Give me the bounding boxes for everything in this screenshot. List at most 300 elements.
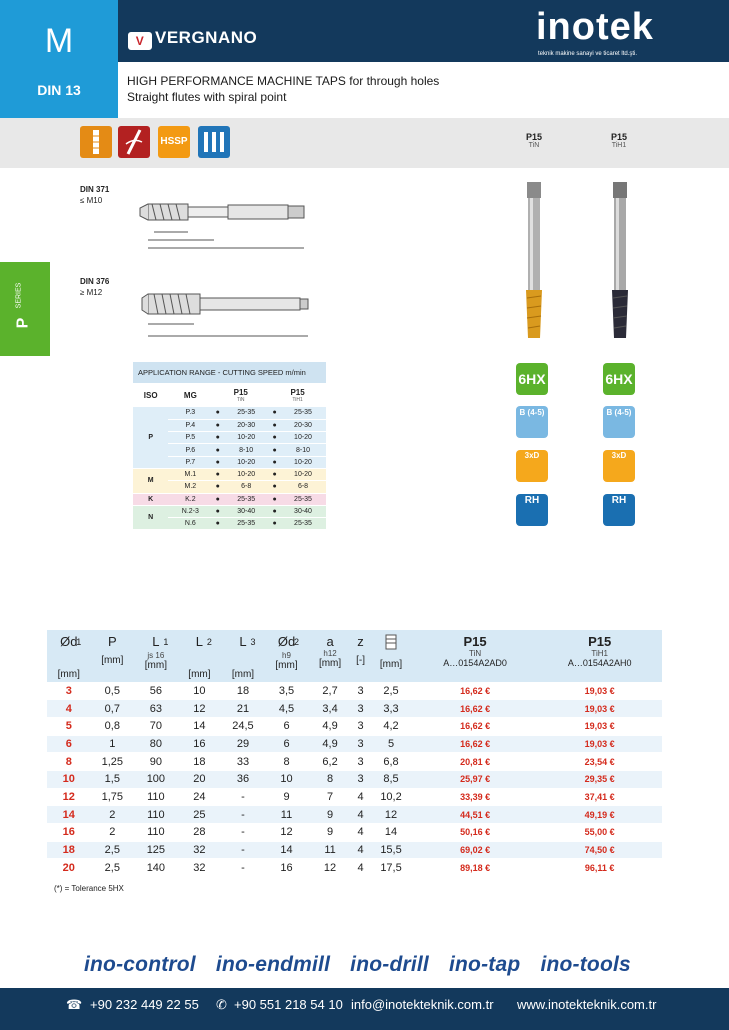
value-cell: 1,75 [91, 788, 135, 806]
col-header-label: L [152, 634, 160, 649]
speed-tin: 10-20 [223, 456, 269, 468]
table-row [47, 717, 662, 735]
material-group: M.2 [168, 481, 212, 493]
tolerance-6hx-icon: 6HX [603, 363, 635, 395]
col-header-spec: h9 [282, 651, 291, 661]
col-header-unit: A…0154A2AH0 [567, 658, 632, 668]
table-row [47, 770, 662, 788]
product-header-tih1 [589, 132, 649, 149]
nominal-diameter: 18 [47, 841, 91, 859]
value-cell: 36 [221, 770, 265, 788]
chamfer-form-icon [603, 406, 635, 438]
inotek-tagline: teknik makine sanayi ve ticaret ltd.şti. [538, 51, 638, 57]
value-cell: 12 [369, 806, 413, 824]
bullet: ● [212, 456, 223, 468]
value-cell: - [221, 841, 265, 859]
col-header-unit: [mm] [379, 659, 403, 670]
din371-name: DIN 371 [80, 185, 110, 194]
speed-tih1: 25-35 [280, 407, 326, 419]
price-cell: 29,35 € [537, 770, 662, 788]
table-row [47, 753, 662, 771]
value-cell: 15,5 [369, 841, 413, 859]
value-cell: 11 [308, 841, 352, 859]
speed-tih1: 25-35 [280, 518, 326, 530]
speed-tih1: 25-35 [280, 493, 326, 505]
value-cell: 18 [221, 682, 265, 700]
price-cell: 49,19 € [537, 806, 662, 824]
product-header-tin [504, 132, 564, 149]
col-header-subscript: 3 [250, 637, 256, 648]
chamfer-form-label: B (4-5) [519, 408, 545, 417]
value-cell: 3 [352, 735, 369, 753]
speed-tih1: 10-20 [280, 432, 326, 444]
nominal-diameter: 20 [47, 859, 91, 877]
bullet: ● [212, 505, 223, 517]
value-cell: 21 [221, 700, 265, 718]
material-group: P.5 [168, 432, 212, 444]
value-cell: 8 [265, 753, 309, 771]
speed-tin: 25-35 [223, 407, 269, 419]
table-row [47, 682, 662, 700]
iso-group: N [133, 505, 168, 530]
price-cell: 16,62 € [413, 682, 538, 700]
value-cell: 3,4 [308, 700, 352, 718]
bullet: ● [212, 481, 223, 493]
value-cell: 70 [134, 717, 178, 735]
value-cell: 17,5 [369, 859, 413, 877]
value-cell: 2,5 [369, 682, 413, 700]
col-header [134, 630, 178, 682]
value-cell: 28 [178, 824, 222, 842]
col-p15-tin [212, 383, 269, 407]
brand-ino-drill[interactable]: ino-drill [350, 953, 429, 976]
din371-drawing [134, 182, 314, 254]
material-group: P.3 [168, 407, 212, 419]
value-cell: 4,2 [369, 717, 413, 735]
nominal-diameter: 4 [47, 700, 91, 718]
price-cell: 16,62 € [413, 700, 538, 718]
app-range-row [133, 407, 326, 419]
application-range-title: APPLICATION RANGE - CUTTING SPEED m/min [133, 362, 326, 383]
col-header-spec: h12 [323, 649, 337, 658]
email-link[interactable]: info@inotekteknik.com.tr [351, 997, 494, 1012]
price-cell: 74,50 € [537, 841, 662, 859]
value-cell: 9 [265, 788, 309, 806]
value-cell: 0,8 [91, 717, 135, 735]
series-letter: M [44, 22, 74, 60]
right-hand-icon [516, 494, 548, 526]
value-cell: 110 [134, 824, 178, 842]
value-cell: 29 [221, 735, 265, 753]
price-cell: 55,00 € [537, 824, 662, 842]
din-standard: DIN 13 [37, 82, 81, 98]
speed-tin: 20-30 [223, 419, 269, 431]
nominal-diameter: 16 [47, 824, 91, 842]
dimension-price-table [47, 630, 662, 877]
chamfer-form-label: B (4-5) [606, 408, 632, 417]
value-cell: 16 [265, 859, 309, 877]
tolerance-6hx-icon: 6HX [516, 363, 548, 395]
bullet: ● [269, 505, 280, 517]
phone-number[interactable]: +90 232 449 22 55 [90, 997, 199, 1012]
app-range-row [133, 505, 326, 517]
value-cell: 10,2 [369, 788, 413, 806]
value-cell: 14 [369, 824, 413, 842]
value-cell: 33 [221, 753, 265, 771]
din376-range: ≥ M12 [80, 288, 103, 297]
value-cell: 100 [134, 770, 178, 788]
speed-tih1: 20-30 [280, 419, 326, 431]
product-coating: TiN [528, 142, 540, 149]
depth-label: 3xD [611, 451, 627, 460]
speed-tih1: 10-20 [280, 468, 326, 480]
tap-icon [80, 126, 112, 158]
value-cell: 7 [308, 788, 352, 806]
din371-label [80, 184, 109, 206]
value-cell: 80 [134, 735, 178, 753]
nominal-diameter: 5 [47, 717, 91, 735]
p-series-tab [0, 262, 50, 356]
material-group: N.6 [168, 518, 212, 530]
din376-drawing [134, 280, 314, 342]
speed-tin: 25-35 [223, 493, 269, 505]
price-cell: 16,62 € [413, 735, 538, 753]
value-cell: 3 [352, 770, 369, 788]
bullet: ● [212, 444, 223, 456]
col-header-label: z [357, 634, 364, 649]
series-badge [0, 0, 118, 118]
phone-icon: ☎ [66, 997, 83, 1012]
value-cell: 20 [178, 770, 222, 788]
bullet: ● [212, 432, 223, 444]
whatsapp-icon: ✆ [216, 997, 227, 1012]
material-group: P.4 [168, 419, 212, 431]
iso-group: K [133, 493, 168, 505]
bullet: ● [269, 468, 280, 480]
depth-3xd-icon [603, 450, 635, 482]
table-row [47, 788, 662, 806]
col-header [265, 630, 309, 682]
col-header [352, 630, 369, 682]
series-tab-word: SERIES [15, 282, 23, 309]
value-cell: 10 [178, 682, 222, 700]
col-header-label: P15 [463, 634, 487, 649]
drill-diameter-icon [369, 634, 413, 653]
nominal-diameter: 3 [47, 682, 91, 700]
price-cell: 20,81 € [413, 753, 538, 771]
col-header [47, 630, 91, 682]
col-header-label: Ød [60, 634, 78, 649]
value-cell: 6,8 [369, 753, 413, 771]
speed-tih1: 8-10 [280, 444, 326, 456]
direction-label: RH [611, 495, 627, 506]
bullet: ● [269, 493, 280, 505]
bullet: ● [212, 518, 223, 530]
value-cell: 2 [91, 806, 135, 824]
col-p15-tih1-coating: TiH1 [292, 396, 303, 403]
value-cell: 4,9 [308, 735, 352, 753]
col-header-unit: [mm] [231, 669, 255, 681]
contact-footer [0, 988, 729, 1030]
value-cell: 1 [91, 735, 135, 753]
material-group: M.1 [168, 468, 212, 480]
col-header-unit: [mm] [318, 658, 342, 669]
value-cell: 25 [178, 806, 222, 824]
value-cell: 12 [178, 700, 222, 718]
tolerance-note: (*) = Tolerance 5HX [54, 884, 124, 893]
bullet: ● [212, 468, 223, 480]
din371-range: ≤ M10 [80, 196, 103, 205]
value-cell: 3 [352, 717, 369, 735]
value-cell: 6,2 [308, 753, 352, 771]
page-subtitle: Straight flutes with spiral point [127, 90, 287, 104]
col-header-unit: [mm] [57, 669, 80, 681]
price-cell: 69,02 € [413, 841, 538, 859]
right-hand-icon [603, 494, 635, 526]
value-cell: 32 [178, 859, 222, 877]
nominal-diameter: 10 [47, 770, 91, 788]
material-group: P.7 [168, 456, 212, 468]
product-coating: TiH1 [611, 142, 627, 149]
value-cell: 11 [265, 806, 309, 824]
bullet: ● [269, 518, 280, 530]
col-header [413, 630, 538, 682]
bullet: ● [212, 419, 223, 431]
value-cell: 14 [178, 717, 222, 735]
col-header-spec: js 16 [147, 651, 165, 661]
col-header-unit: A…0154A2AD0 [443, 658, 507, 668]
value-cell: 4 [352, 824, 369, 842]
value-cell: 16 [178, 735, 222, 753]
value-cell: 2,5 [91, 859, 135, 877]
col-header-unit: [mm] [101, 655, 124, 666]
price-cell: 33,39 € [413, 788, 538, 806]
value-cell: 56 [134, 682, 178, 700]
col-header-spec: TiH1 [591, 649, 608, 658]
value-cell: 3,5 [265, 682, 309, 700]
nominal-diameter: 12 [47, 788, 91, 806]
col-mg: MG [183, 390, 197, 400]
col-header-label: a [326, 634, 334, 649]
price-cell: 50,16 € [413, 824, 538, 842]
speed-tin: 8-10 [223, 444, 269, 456]
col-header [537, 630, 662, 682]
value-cell: 4,9 [308, 717, 352, 735]
value-cell: 32 [178, 841, 222, 859]
iso-group: M [133, 468, 168, 493]
direction-label: RH [524, 495, 540, 506]
tap-tin-image [517, 178, 551, 343]
col-header-subscript: 2 [206, 637, 212, 648]
value-cell: 24 [178, 788, 222, 806]
nominal-diameter: 14 [47, 806, 91, 824]
col-header-unit: [mm] [188, 669, 211, 681]
application-range-table [133, 362, 326, 530]
nominal-diameter: 6 [47, 735, 91, 753]
bullet: ● [269, 481, 280, 493]
spiral-chip-icon [118, 126, 150, 158]
col-header-label: L [239, 634, 247, 649]
value-cell: - [221, 806, 265, 824]
whatsapp-number[interactable]: +90 551 218 54 10 [234, 997, 343, 1012]
speed-tin: 25-35 [223, 518, 269, 530]
col-header-unit: [mm] [275, 660, 298, 672]
value-cell: 110 [134, 788, 178, 806]
col-header [221, 630, 265, 682]
bullet: ● [212, 493, 223, 505]
price-cell: 44,51 € [413, 806, 538, 824]
value-cell: 14 [265, 841, 309, 859]
inotek-logo: inotek [536, 6, 654, 48]
col-header-label: P15 [588, 634, 612, 649]
value-cell: 125 [134, 841, 178, 859]
col-p15-tih1-name: P15 [290, 387, 305, 397]
product-name: P15 [525, 132, 542, 142]
value-cell: 8,5 [369, 770, 413, 788]
page-title: HIGH PERFORMANCE MACHINE TAPS for through holes [127, 74, 440, 88]
value-cell: 3,3 [369, 700, 413, 718]
speed-tih1: 10-20 [280, 456, 326, 468]
price-cell: 23,54 € [537, 753, 662, 771]
material-group: P.6 [168, 444, 212, 456]
depth-3xd-icon [516, 450, 548, 482]
brand-ino-endmill[interactable]: ino-endmill [215, 953, 331, 976]
value-cell: 4 [352, 841, 369, 859]
col-header-unit: [mm] [144, 660, 167, 672]
chamfer-form-icon [516, 406, 548, 438]
price-cell: 19,03 € [537, 735, 662, 753]
brand-ino-tap[interactable]: ino-tap [449, 953, 521, 976]
value-cell: 140 [134, 859, 178, 877]
value-cell: 4 [352, 806, 369, 824]
tap-tih1-image [603, 178, 637, 343]
value-cell: 90 [134, 753, 178, 771]
thread-icon [198, 126, 230, 158]
price-cell: 19,03 € [537, 682, 662, 700]
price-cell: 19,03 € [537, 717, 662, 735]
value-cell: 24,5 [221, 717, 265, 735]
col-iso: ISO [143, 390, 158, 400]
value-cell: 12 [308, 859, 352, 877]
bullet: ● [269, 407, 280, 419]
series-tab-letter: P [14, 317, 32, 329]
col-p15-tih1 [269, 383, 326, 407]
value-cell: 6 [265, 735, 309, 753]
hssp-icon: HSSP [158, 126, 190, 158]
iso-group: P [133, 407, 168, 468]
app-range-row [133, 493, 326, 505]
value-cell: 4,5 [265, 700, 309, 718]
table-row [47, 700, 662, 718]
speed-tih1: 30-40 [280, 505, 326, 517]
din376-label [80, 276, 109, 298]
value-cell: 1,5 [91, 770, 135, 788]
value-cell: - [221, 824, 265, 842]
value-cell: 0,7 [91, 700, 135, 718]
value-cell: 3 [352, 700, 369, 718]
value-cell: 1,25 [91, 753, 135, 771]
bullet: ● [269, 444, 280, 456]
value-cell: - [221, 859, 265, 877]
value-cell: 18 [178, 753, 222, 771]
bullet: ● [269, 432, 280, 444]
col-header-unit: [-] [356, 655, 365, 666]
col-header [369, 630, 413, 682]
col-p15-tin-coating: TiN [236, 396, 245, 403]
value-cell: 5 [369, 735, 413, 753]
col-header-subscript: 1 [163, 637, 169, 648]
value-cell: - [221, 788, 265, 806]
app-range-row [133, 468, 326, 480]
price-cell: 96,11 € [537, 859, 662, 877]
product-name: P15 [610, 132, 627, 142]
value-cell: 8 [308, 770, 352, 788]
speed-tin: 10-20 [223, 432, 269, 444]
brand-ino-tools[interactable]: ino-tools [540, 953, 631, 976]
value-cell: 12 [265, 824, 309, 842]
bullet: ● [269, 456, 280, 468]
material-group: K.2 [168, 493, 212, 505]
din376-name: DIN 376 [80, 277, 110, 286]
price-cell: 89,18 € [413, 859, 538, 877]
bullet: ● [269, 419, 280, 431]
value-cell: 2,5 [91, 841, 135, 859]
col-header-label: L [195, 634, 204, 649]
speed-tin: 10-20 [223, 468, 269, 480]
table-row [47, 841, 662, 859]
col-header-subscript: 1 [76, 637, 82, 648]
col-header-label: P [107, 634, 117, 649]
nominal-diameter: 8 [47, 753, 91, 771]
depth-label: 3xD [524, 451, 540, 460]
vergnano-logo: V VERGNANO [128, 28, 257, 50]
col-header-subscript: 2 [294, 637, 300, 648]
value-cell: 6 [265, 717, 309, 735]
value-cell: 4 [352, 788, 369, 806]
price-cell: 25,97 € [413, 770, 538, 788]
value-cell: 4 [352, 859, 369, 877]
value-cell: 3 [352, 753, 369, 771]
value-cell: 0,5 [91, 682, 135, 700]
value-cell: 9 [308, 824, 352, 842]
website-link[interactable]: www.inotekteknik.com.tr [517, 997, 657, 1012]
col-header [91, 630, 135, 682]
table-row [47, 806, 662, 824]
table-row [47, 824, 662, 842]
price-cell: 16,62 € [413, 717, 538, 735]
value-cell: 2 [91, 824, 135, 842]
value-cell: 10 [265, 770, 309, 788]
value-cell: 110 [134, 806, 178, 824]
table-row [47, 735, 662, 753]
table-row [47, 859, 662, 877]
price-cell: 37,41 € [537, 788, 662, 806]
value-cell: 9 [308, 806, 352, 824]
brand-row [84, 953, 645, 977]
material-group: N.2-3 [168, 505, 212, 517]
col-header [308, 630, 352, 682]
col-header [178, 630, 222, 682]
value-cell: 2,7 [308, 682, 352, 700]
speed-tin: 6-8 [223, 481, 269, 493]
brand-ino-control[interactable]: ino-control [84, 953, 196, 976]
col-p15-tin-name: P15 [233, 387, 248, 397]
col-header-spec: TiN [469, 649, 482, 658]
value-cell: 3 [352, 682, 369, 700]
value-cell: 63 [134, 700, 178, 718]
price-cell: 19,03 € [537, 700, 662, 718]
speed-tin: 30-40 [223, 505, 269, 517]
